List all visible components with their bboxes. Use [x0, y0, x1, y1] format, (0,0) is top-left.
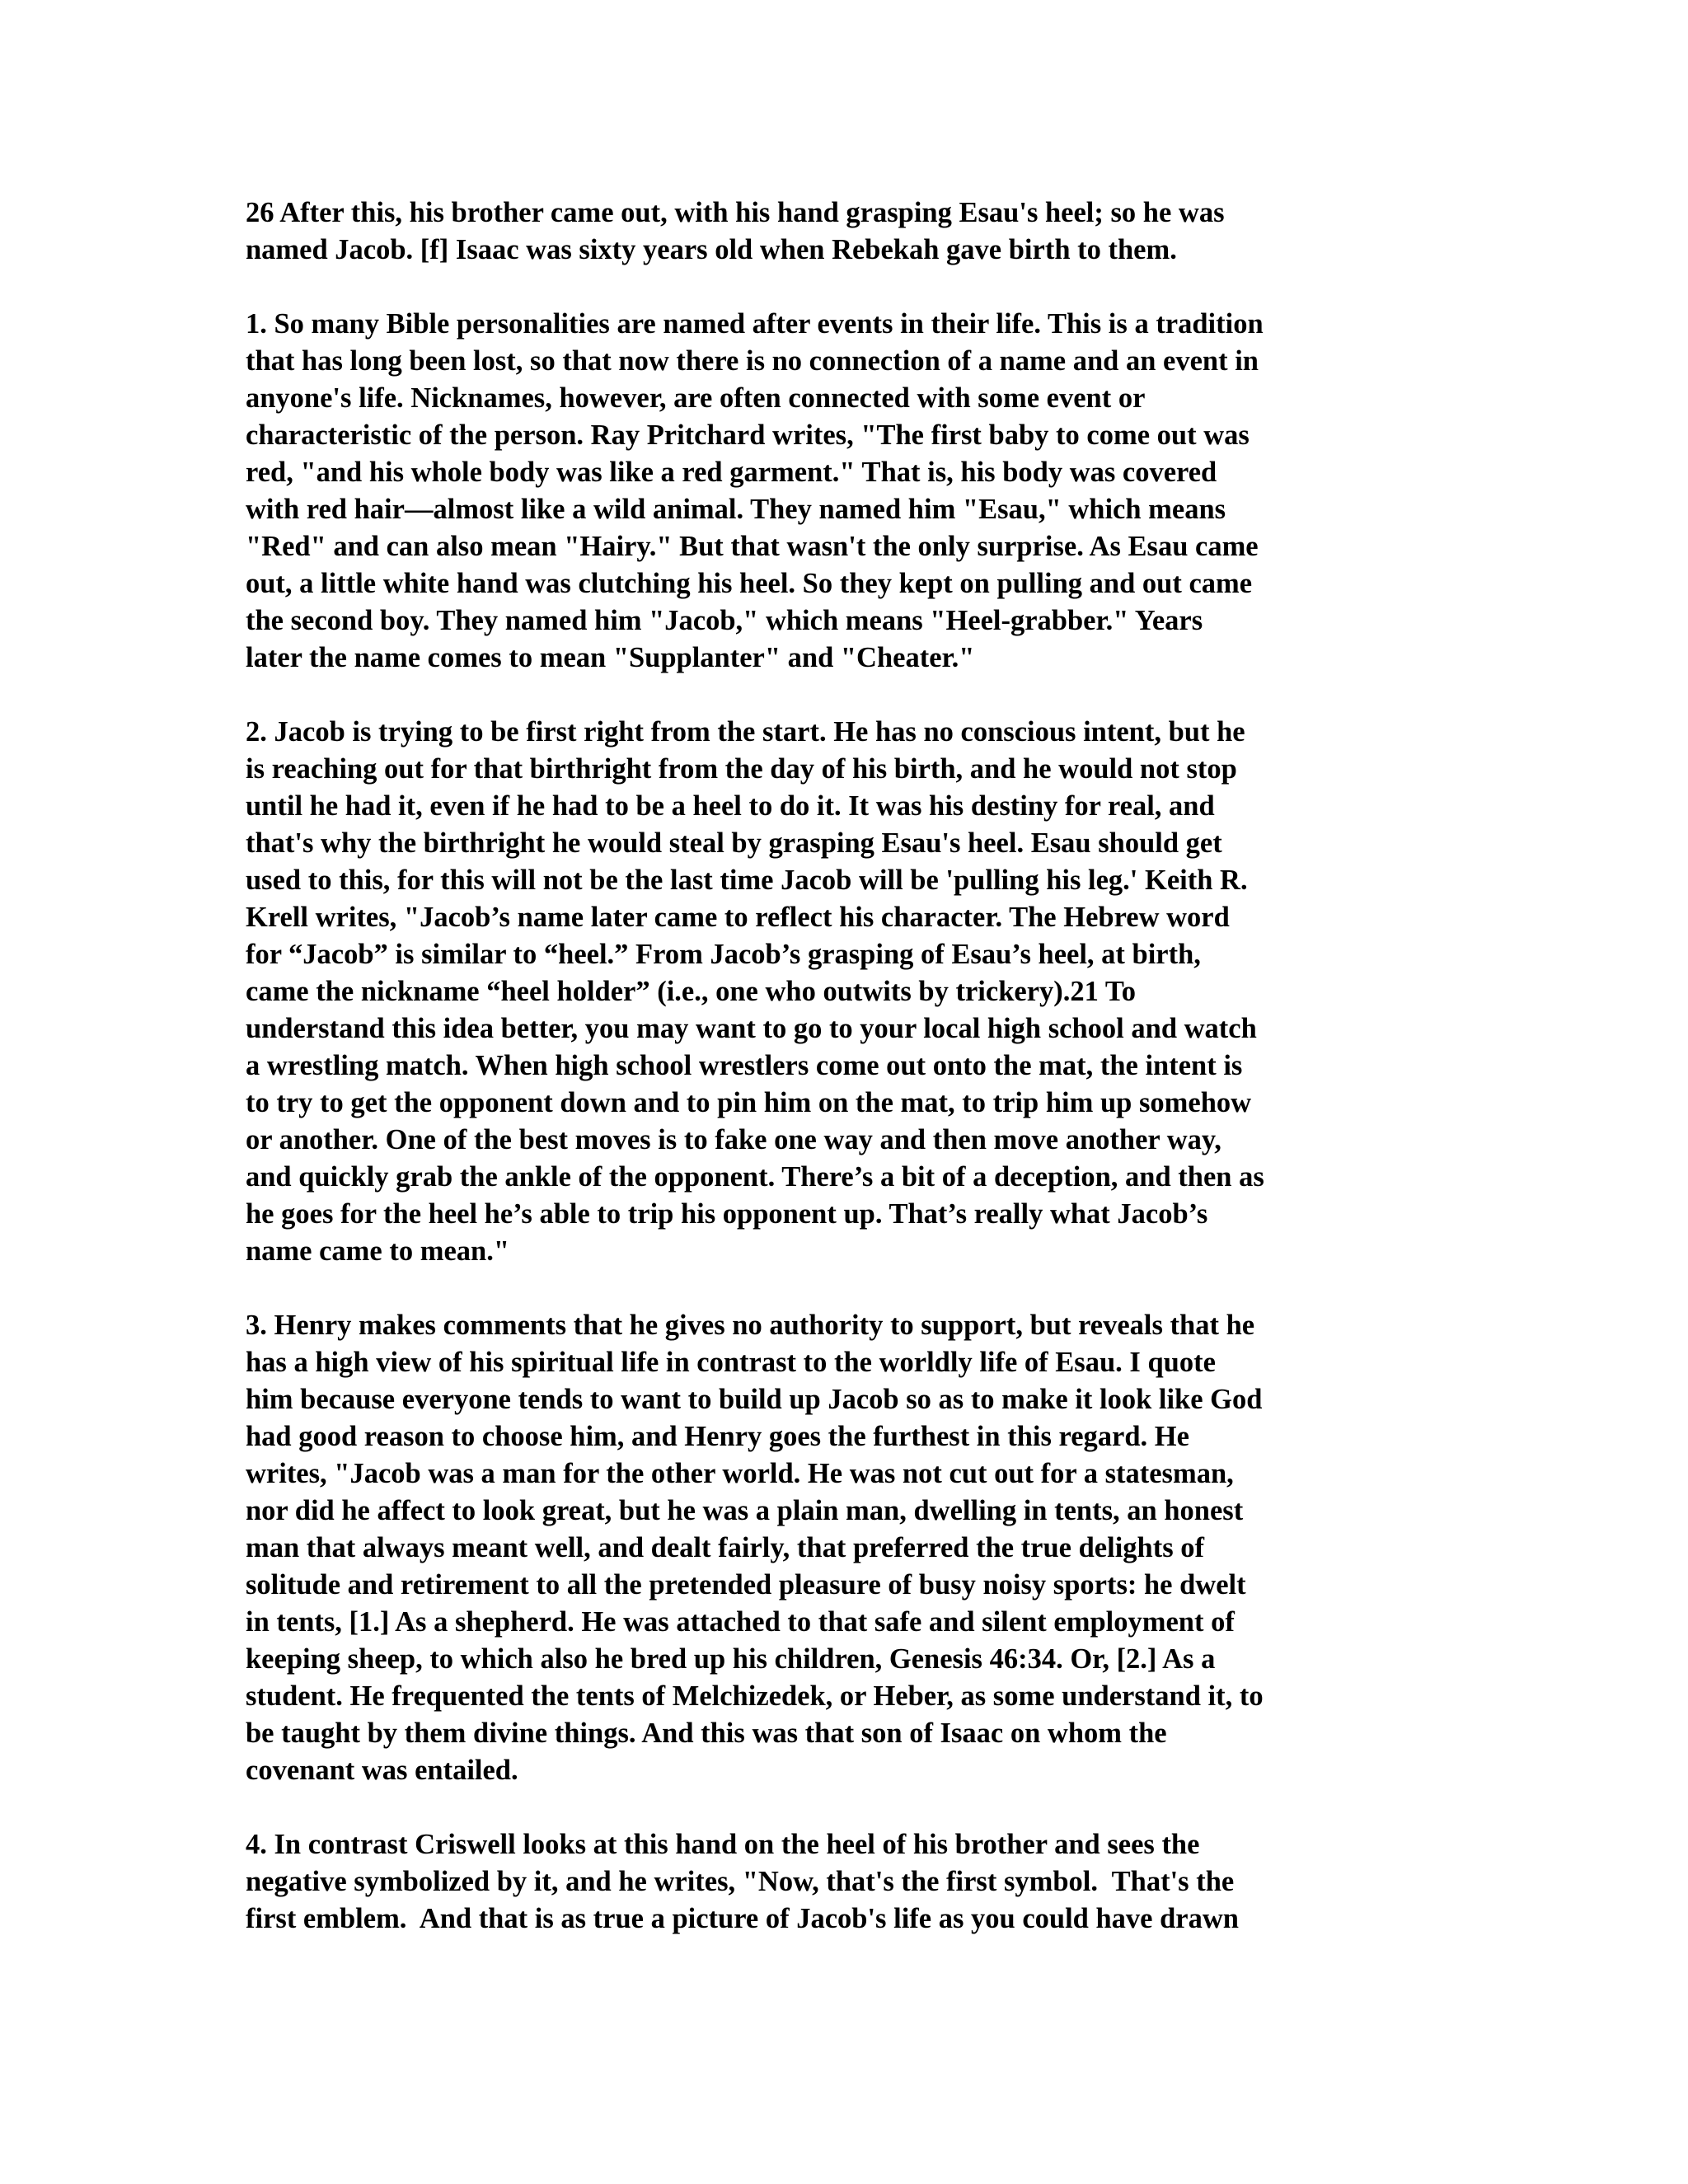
- text-line: out, a little white hand was clutching his heel. So they kept on pulling and out came: [246, 568, 1253, 599]
- text-line: that has long been lost, so that now there is no connection of a name and an event in: [246, 345, 1259, 377]
- text-line: 4. In contrast Criswell looks at this hand on the heel of his brother and sees the: [246, 1829, 1200, 1860]
- text-line: used to this, for this will not be the last time Jacob will be 'pulling his leg.' Keith R.: [246, 865, 1248, 896]
- text-line: is reaching out for that birthright from the day of his birth, and he would not stop: [246, 753, 1237, 785]
- text-line: to try to get the opponent down and to pin him on the mat, to trip him up somehow: [246, 1087, 1252, 1118]
- text-line: until he had it, even if he had to be a heel to do it. It was his destiny for real, and: [246, 790, 1215, 822]
- document-page: [246, 194, 1432, 1975]
- text-line: name came to mean.": [246, 1235, 509, 1267]
- text-line: student. He frequented the tents of Melchizedek, or Heber, as some understand it, to: [246, 1680, 1264, 1712]
- text-line: negative symbolized by it, and he writes, "Now, that's the first symbol. That's the: [246, 1866, 1235, 1897]
- text-line: red, "and his whole body was like a red garment." That is, his body was covered: [246, 457, 1217, 488]
- text-line: "Red" and can also mean "Hairy." But that wasn't the only surprise. As Esau came: [246, 531, 1259, 562]
- paragraph-point-3: [246, 1307, 1432, 1789]
- text-line: be taught by them divine things. And this was that son of Isaac on whom the: [246, 1718, 1167, 1749]
- text-line: first emblem. And that is as true a picture of Jacob's life as you could have drawn: [246, 1903, 1239, 1934]
- text-line: anyone's life. Nicknames, however, are often connected with some event or: [246, 382, 1146, 414]
- text-line: he goes for the heel he’s able to trip his opponent up. That’s really what Jacob’s: [246, 1198, 1208, 1230]
- text-line: solitude and retirement to all the pretended pleasure of busy noisy sports: he dwelt: [246, 1569, 1246, 1601]
- text-line: characteristic of the person. Ray Pritchard writes, "The first baby to come out was: [246, 419, 1250, 451]
- text-line: Krell writes, "Jacob’s name later came to reflect his character. The Hebrew word: [246, 902, 1230, 933]
- paragraph-point-4: [246, 1826, 1432, 1938]
- text-line: and quickly grab the ankle of the opponent. There’s a bit of a deception, and then as: [246, 1161, 1264, 1193]
- text-line: man that always meant well, and dealt fairly, that preferred the true delights of: [246, 1532, 1204, 1563]
- text-line: has a high view of his spiritual life in contrast to the worldly life of Esau. I quote: [246, 1347, 1216, 1378]
- text-line: the second boy. They named him "Jacob," which means "Heel-grabber." Years: [246, 605, 1203, 636]
- text-line: later the name comes to mean "Supplanter" and "Cheater.": [246, 642, 975, 673]
- text-line: in tents, [1.] As a shepherd. He was attached to that safe and silent employment of: [246, 1606, 1235, 1638]
- text-line: writes, "Jacob was a man for the other world. He was not cut out for a statesman,: [246, 1458, 1234, 1489]
- text-line: 3. Henry makes comments that he gives no authority to support, but reveals that he: [246, 1310, 1255, 1341]
- text-line: 26 After this, his brother came out, with his hand grasping Esau's heel; so he was: [246, 197, 1225, 228]
- text-line: 1. So many Bible personalities are named after events in their life. This is a tradition: [246, 308, 1264, 340]
- text-line: nor did he affect to look great, but he was a plain man, dwelling in tents, an honest: [246, 1495, 1244, 1526]
- text-line: with red hair—almost like a wild animal. They named him "Esau," which means: [246, 494, 1226, 525]
- text-line: 2. Jacob is trying to be first right from the start. He has no conscious intent, but he: [246, 716, 1245, 748]
- paragraph-verse-26: [246, 194, 1432, 269]
- paragraph-point-2: [246, 714, 1432, 1270]
- text-line: came the nickname “heel holder” (i.e., one who outwits by trickery).21 To: [246, 976, 1136, 1007]
- text-line: named Jacob. [f] Isaac was sixty years old when Rebekah gave birth to them.: [246, 234, 1177, 265]
- text-line: had good reason to choose him, and Henry goes the furthest in this regard. He: [246, 1421, 1189, 1452]
- text-line: or another. One of the best moves is to fake one way and then move another way,: [246, 1124, 1221, 1155]
- paragraph-point-1: [246, 306, 1432, 677]
- text-line: for “Jacob” is similar to “heel.” From Jacob’s grasping of Esau’s heel, at birth,: [246, 939, 1201, 970]
- text-line: that's why the birthright he would steal by grasping Esau's heel. Esau should get: [246, 827, 1222, 859]
- text-line: keeping sheep, to which also he bred up his children, Genesis 46:34. Or, [2.] As a: [246, 1643, 1216, 1675]
- text-line: covenant was entailed.: [246, 1755, 518, 1786]
- text-line: understand this idea better, you may want to go to your local high school and watch: [246, 1013, 1257, 1044]
- text-line: him because everyone tends to want to build up Jacob so as to make it look like God: [246, 1384, 1263, 1415]
- text-line: a wrestling match. When high school wrestlers come out onto the mat, the intent is: [246, 1050, 1243, 1081]
